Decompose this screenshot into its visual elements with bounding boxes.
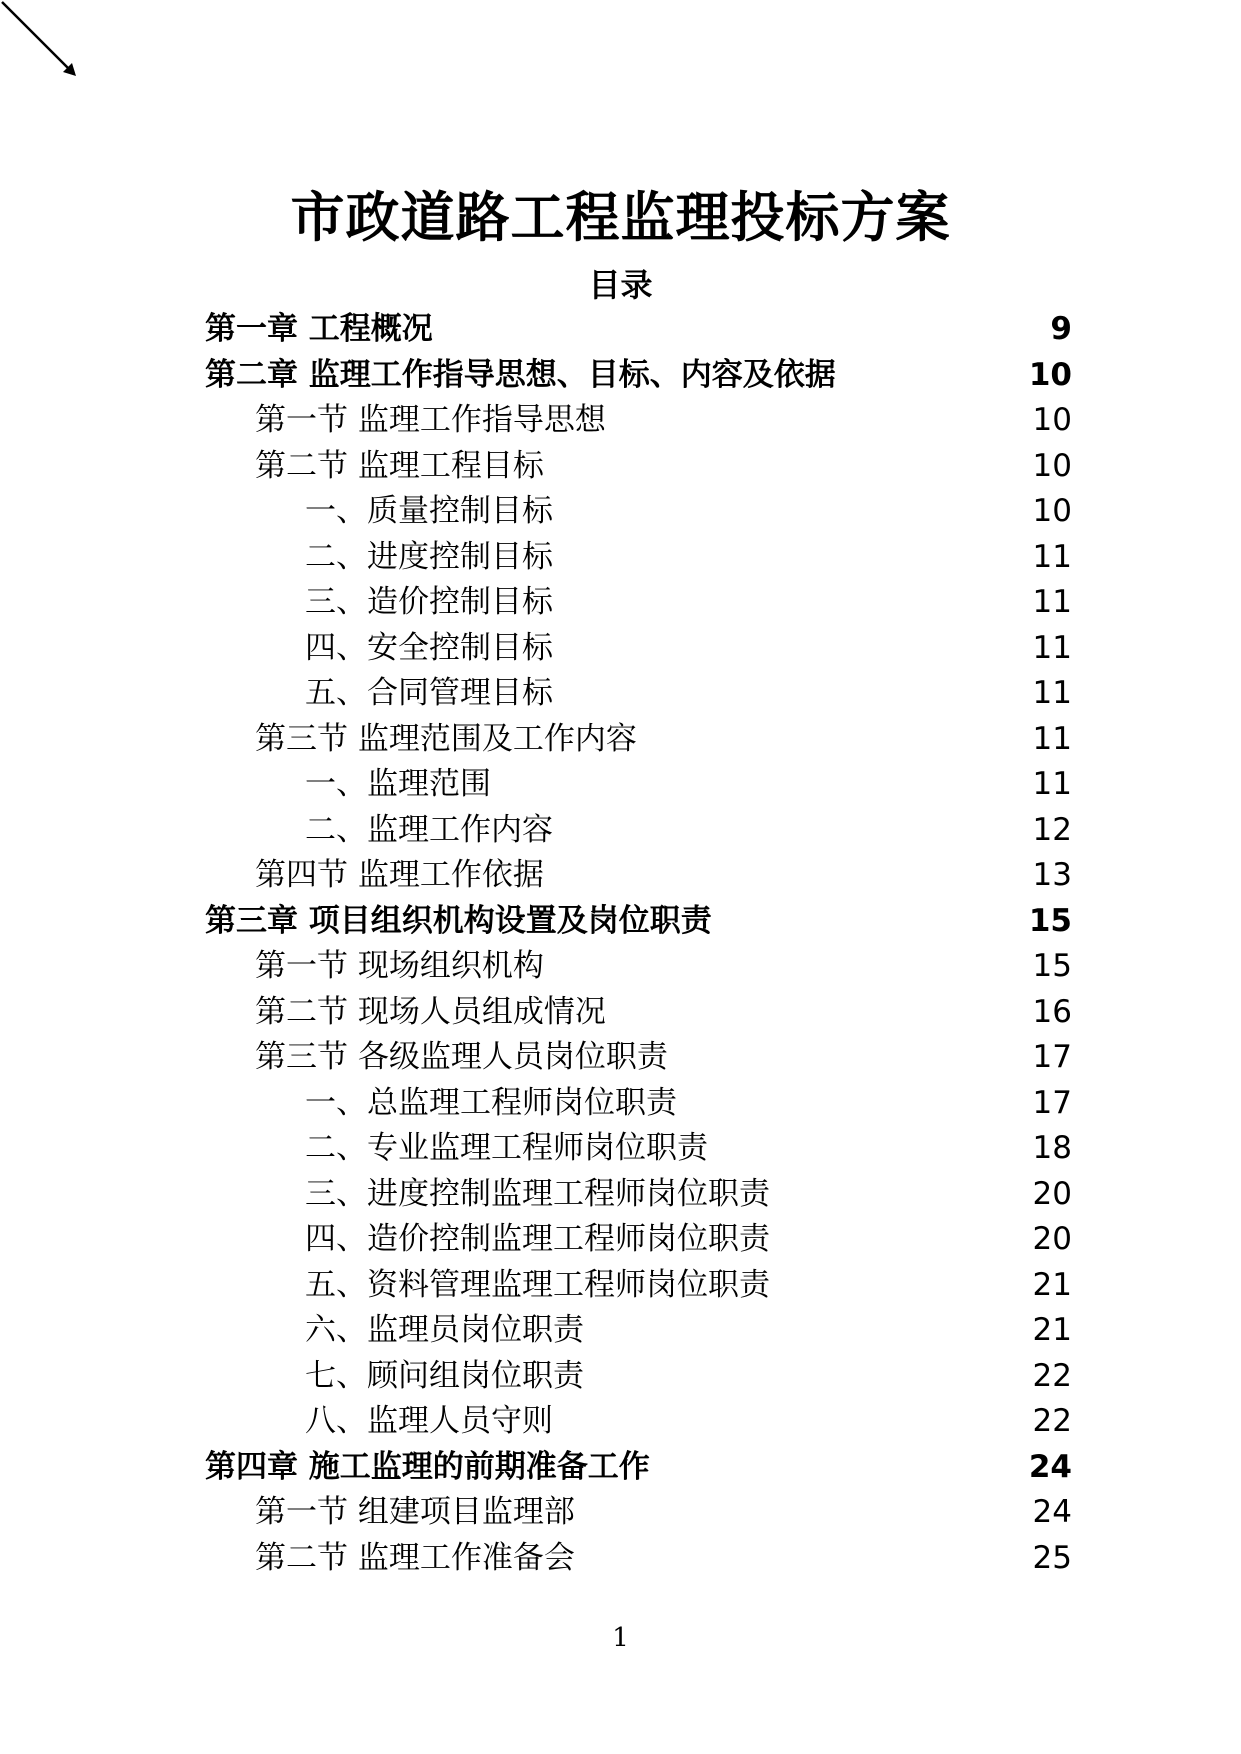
toc-entry[interactable] xyxy=(205,535,1072,581)
toc-entry[interactable] xyxy=(205,1490,1072,1536)
toc-entry-page-number: 10 xyxy=(1028,356,1072,393)
toc-entry-title: 一、质量控制目标 xyxy=(305,493,553,529)
toc-entry[interactable] xyxy=(205,1536,1072,1582)
toc-heading: 目录 xyxy=(588,266,653,304)
toc-entry-title: 五、资料管理监理工程师岗位职责 xyxy=(305,1266,770,1303)
toc-entry-page-number: 11 xyxy=(1032,538,1072,575)
toc-entry-page-number: 11 xyxy=(1032,675,1072,711)
toc-entry-title: 三、进度控制监理工程师岗位职责 xyxy=(305,1175,770,1212)
toc-entry[interactable] xyxy=(205,1308,1072,1354)
toc-entry[interactable] xyxy=(205,853,1072,899)
toc-entry[interactable] xyxy=(205,1126,1072,1172)
toc-entry[interactable] xyxy=(205,944,1072,990)
toc-entry[interactable] xyxy=(205,1081,1072,1127)
toc-entry[interactable] xyxy=(205,1035,1072,1081)
toc-entry-page-number: 11 xyxy=(1032,629,1072,666)
toc-entry-title: 二、专业监理工程师岗位职责 xyxy=(305,1130,708,1166)
toc-entry-page-number: 11 xyxy=(1032,720,1072,757)
toc-entry-page-number: 17 xyxy=(1032,1039,1072,1075)
toc-entry-title: 第四节 监理工作依据 xyxy=(255,857,544,893)
toc-entry-page-number: 21 xyxy=(1032,1312,1072,1348)
toc-entry-page-number: 22 xyxy=(1032,1357,1072,1394)
document-title: 市政道路工程监理投标方案 xyxy=(290,186,951,249)
toc-entry-title: 第一章 工程概况 xyxy=(205,311,433,347)
toc-entry-title: 第二节 监理工程目标 xyxy=(255,447,544,484)
toc-entry-title: 第三节 监理范围及工作内容 xyxy=(255,720,637,757)
toc-entry-page-number: 15 xyxy=(1032,948,1072,984)
toc-entry-title: 四、安全控制目标 xyxy=(305,629,553,666)
toc-entry-title: 第二章 监理工作指导思想、目标、内容及依据 xyxy=(205,356,836,393)
toc-entry-page-number: 10 xyxy=(1032,493,1072,529)
toc-entry[interactable] xyxy=(205,444,1072,490)
toc-entry[interactable] xyxy=(205,671,1072,717)
toc-entry-page-number: 24 xyxy=(1032,1494,1072,1530)
toc-entry-page-number: 18 xyxy=(1032,1130,1072,1166)
toc-entry[interactable] xyxy=(205,1354,1072,1400)
toc-entry-title: 第二节 监理工作准备会 xyxy=(255,1539,575,1576)
toc-entry-page-number: 11 xyxy=(1032,766,1072,802)
toc-entry-page-number: 25 xyxy=(1032,1539,1072,1576)
toc-entry[interactable] xyxy=(205,626,1072,672)
toc-entry[interactable] xyxy=(205,1445,1072,1491)
toc-entry-title: 第三章 项目组织机构设置及岗位职责 xyxy=(205,902,712,939)
toc-entry[interactable] xyxy=(205,1263,1072,1309)
toc-entry-title: 第一节 监理工作指导思想 xyxy=(255,402,606,438)
toc-entry-title: 第一节 组建项目监理部 xyxy=(255,1494,575,1530)
toc-entry-page-number: 12 xyxy=(1032,811,1072,848)
toc-entry[interactable] xyxy=(205,717,1072,763)
toc-entry-title: 二、监理工作内容 xyxy=(305,811,553,848)
toc-entry-title: 六、监理员岗位职责 xyxy=(305,1312,584,1348)
toc-entry-page-number: 13 xyxy=(1032,857,1072,893)
toc-entry-title: 第四章 施工监理的前期准备工作 xyxy=(205,1448,650,1485)
toc-entry-page-number: 9 xyxy=(1050,311,1072,347)
toc-entry-page-number: 16 xyxy=(1032,993,1072,1030)
toc-entry-title: 四、造价控制监理工程师岗位职责 xyxy=(305,1221,770,1257)
toc-entry-title: 三、造价控制目标 xyxy=(305,584,553,620)
toc-entry-title: 第一节 现场组织机构 xyxy=(255,948,544,984)
toc-entry-page-number: 20 xyxy=(1032,1221,1072,1257)
toc-entry[interactable] xyxy=(205,990,1072,1036)
toc-entry-page-number: 17 xyxy=(1032,1084,1072,1121)
toc-entry[interactable] xyxy=(205,808,1072,854)
toc-entry[interactable] xyxy=(205,1399,1072,1445)
toc-entry-title: 一、监理范围 xyxy=(305,766,491,802)
toc-entry[interactable] xyxy=(205,762,1072,808)
toc-entry-title: 二、进度控制目标 xyxy=(305,538,553,575)
corner-arrow-icon xyxy=(0,0,90,90)
toc-entry[interactable] xyxy=(205,307,1072,353)
table-of-contents xyxy=(205,307,1072,1581)
toc-entry[interactable] xyxy=(205,899,1072,945)
toc-entry[interactable] xyxy=(205,353,1072,399)
toc-entry[interactable] xyxy=(205,1172,1072,1218)
page-number: 1 xyxy=(612,1623,629,1653)
toc-entry-title: 第二节 现场人员组成情况 xyxy=(255,993,606,1030)
toc-entry-title: 五、合同管理目标 xyxy=(305,675,553,711)
toc-entry-page-number: 11 xyxy=(1032,584,1072,620)
toc-entry-page-number: 10 xyxy=(1032,402,1072,438)
toc-entry-title: 第三节 各级监理人员岗位职责 xyxy=(255,1039,668,1075)
toc-entry-page-number: 22 xyxy=(1032,1403,1072,1439)
toc-entry-title: 一、总监理工程师岗位职责 xyxy=(305,1084,677,1121)
toc-entry-page-number: 15 xyxy=(1028,902,1072,939)
toc-entry-page-number: 20 xyxy=(1032,1175,1072,1212)
toc-entry[interactable] xyxy=(205,1217,1072,1263)
toc-entry-page-number: 21 xyxy=(1032,1266,1072,1303)
toc-entry-page-number: 24 xyxy=(1028,1448,1072,1485)
toc-entry-title: 七、顾问组岗位职责 xyxy=(305,1357,584,1394)
toc-entry-page-number: 10 xyxy=(1032,447,1072,484)
toc-entry-title: 八、监理人员守则 xyxy=(305,1403,553,1439)
toc-entry[interactable] xyxy=(205,580,1072,626)
toc-entry[interactable] xyxy=(205,398,1072,444)
toc-entry[interactable] xyxy=(205,489,1072,535)
